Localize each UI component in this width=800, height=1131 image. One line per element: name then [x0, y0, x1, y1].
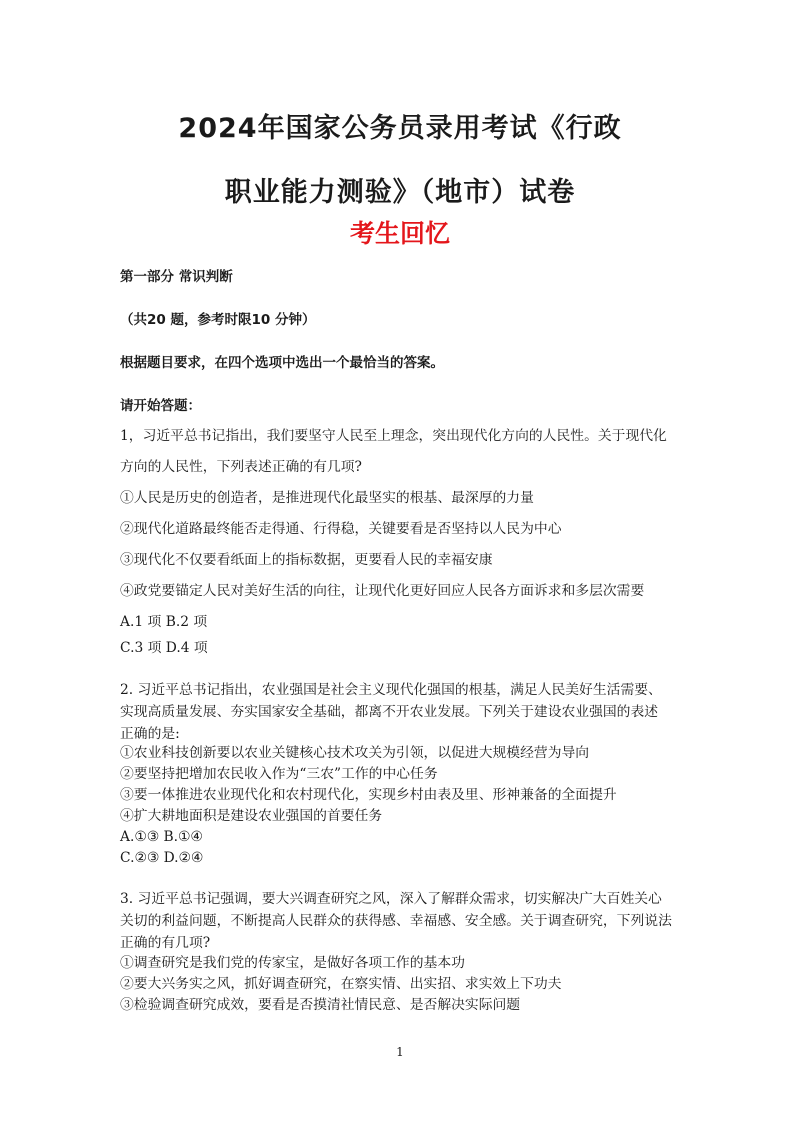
q2-options-cd: C.②③ D.②④ — [120, 850, 204, 866]
q3-stem-line3: 正确的有几项? — [120, 935, 211, 951]
document-title-line2: 职业能力测验》（地市）试卷 — [224, 177, 576, 208]
section-instruction: 根据题目要求，在四个选项中选出一个最恰当的答案。 — [120, 355, 444, 371]
q3-statement-1: ①调查研究是我们党的传家宝，是做好各项工作的基本功 — [120, 955, 465, 971]
document-subtitle: 考生回忆 — [349, 219, 450, 248]
q1-statement-1: ①人民是历史的创造者，是推进现代化最坚实的根基、最深厚的力量 — [120, 490, 534, 506]
q1-options-cd: C.3 项 D.4 项 — [120, 640, 208, 656]
page-number: 1 — [396, 1045, 404, 1059]
q2-statement-4: ④扩大耕地面积是建设农业强国的首要任务 — [120, 808, 383, 824]
q1-options-ab: A.1 项 B.2 项 — [120, 614, 208, 630]
q3-statement-3: ③检验调查研究成效，要看是否摸清社情民意、是否解决实际问题 — [120, 997, 521, 1013]
q3-stem-line1: 3. 习近平总书记强调，要大兴调查研究之风，深入了解群众需求，切实解决广大百姓关心 — [120, 891, 662, 907]
q1-statement-3: ③现代化不仅要看纸面上的指标数据，更要看人民的幸福安康 — [120, 552, 493, 568]
q1-statement-4: ④政党要锚定人民对美好生活的向往，让现代化更好回应人民各方面诉求和多层次需要 — [120, 583, 645, 599]
section-info: （共20 题，参考时限10 分钟） — [120, 312, 316, 328]
q2-stem-line1: 2. 习近平总书记指出，农业强国是社会主义现代化强国的根基，满足人民美好生活需要、 — [120, 682, 662, 698]
section-heading: 第一部分 常识判断 — [120, 269, 233, 285]
q2-stem-line2: 实现高质量发展、夯实国家安全基础，都离不开农业发展。下列关于建设农业强国的表述 — [120, 704, 659, 720]
q2-stem-line3: 正确的是: — [120, 726, 180, 742]
q1-statement-2: ②现代化道路最终能否走得通、行得稳，关键要看是否坚持以人民为中心 — [120, 521, 562, 537]
q3-stem-line2: 关切的利益问题，不断提高人民群众的获得感、幸福感、安全感。关于调查研究，下列说法 — [120, 913, 672, 929]
q1-stem-line1: 1，习近平总书记指出，我们要坚守人民至上理念，突出现代化方向的人民性。关于现代化 — [120, 428, 667, 444]
document-title-line1: 2024年国家公务员录用考试《行政 — [178, 113, 622, 144]
q1-stem-line2: 方向的人民性，下列表述正确的有几项? — [120, 459, 362, 475]
q2-options-ab: A.①③ B.①④ — [120, 829, 203, 845]
start-label: 请开始答题： — [120, 398, 201, 414]
q2-statement-1: ①农业科技创新要以农业关键核心技术攻关为引领，以促进大规模经营为导向 — [120, 745, 590, 761]
q2-statement-3: ③要一体推进农业现代化和农村现代化，实现乡村由表及里、形神兼备的全面提升 — [120, 787, 617, 803]
q2-statement-2: ②要坚持把增加农民收入作为“三农”工作的中心任务 — [120, 766, 438, 782]
q3-statement-2: ②要大兴务实之风，抓好调查研究，在察实情、出实招、求实效上下功夫 — [120, 976, 562, 992]
